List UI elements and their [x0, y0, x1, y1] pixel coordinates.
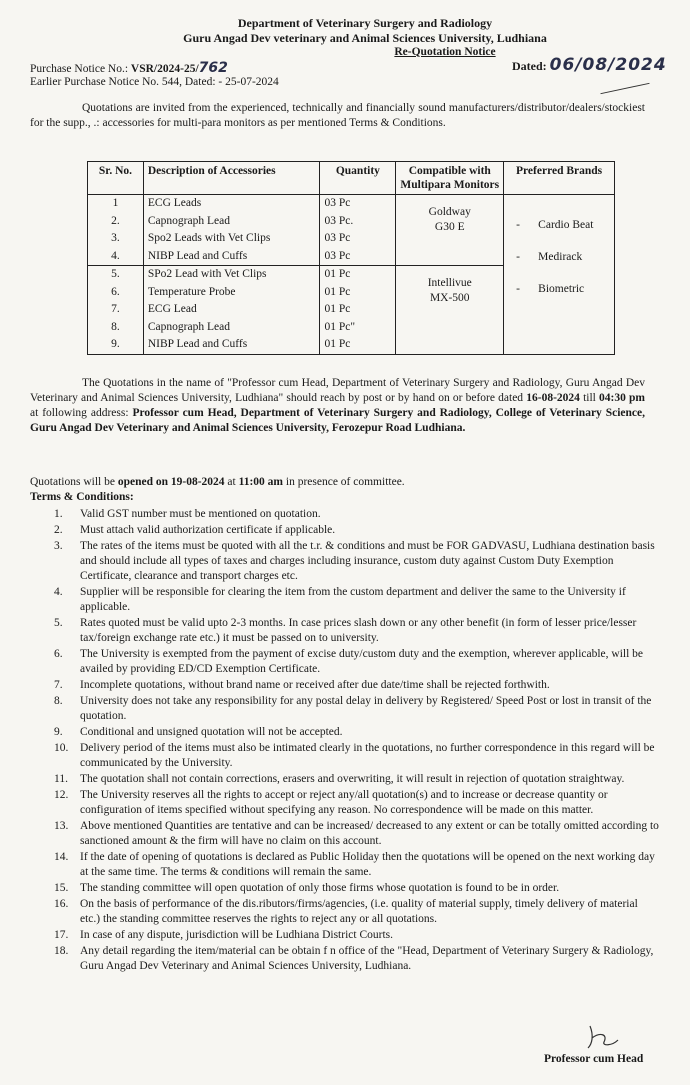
term-number: 17. — [54, 929, 69, 941]
brand-name: Cardio Beat — [538, 219, 594, 231]
term-text: Must attach valid authorization certificate if applicable. — [80, 524, 336, 536]
submission-time: 04:30 pm — [599, 392, 646, 404]
term-text: The quotation shall not contain corrections, erasers and overwriting, it will result in rejection of quotation straightway. — [80, 773, 625, 785]
compatible-model: MX-500 — [429, 292, 470, 304]
opening-text: in presence of committee. — [283, 476, 405, 488]
list-item — [30, 507, 660, 522]
intro-paragraph: Quotations are invited from the experienced, technically and financially sound manufacturers/distributor/dealers/stockiest for the supp., .: accessories for multi-para monitors as per mentioned Terms & Conditions. — [30, 102, 645, 129]
description-value: NIBP Lead and Cuffs — [147, 338, 248, 350]
description-value: ECG Lead — [147, 303, 197, 315]
list-item — [30, 616, 660, 646]
sr-value: 5. — [111, 268, 120, 280]
sr-value: 4. — [111, 249, 120, 262]
compatible-monitor — [400, 195, 499, 235]
terms-list — [30, 507, 660, 975]
list-item — [30, 944, 660, 974]
sr-value: 8. — [111, 320, 120, 333]
purchase-notice-line — [30, 60, 228, 76]
opening-line — [30, 476, 405, 488]
dated-line — [512, 55, 667, 75]
sr-cell — [88, 266, 144, 355]
compatible-monitor — [400, 266, 499, 306]
term-number: 8. — [54, 695, 63, 707]
term-text: The standing committee will open quotation of only those firms whose quotation is found to be in order. — [80, 882, 560, 894]
brand-name: Medirack — [538, 251, 583, 263]
header-sr-no: Sr. No. — [88, 162, 144, 195]
term-text: If the date of opening of quotations is declared as Public Holiday then the quotations will be opened on the next working day at the same time. The terms & conditions will remain the same. — [80, 851, 655, 878]
description-value: ECG Leads — [147, 197, 202, 209]
purchase-notice-handwritten-number: 762 — [198, 60, 228, 76]
list-item — [30, 788, 660, 818]
submission-text: at following address: — [30, 407, 133, 419]
list-item — [30, 585, 660, 615]
dated-handwritten-value: 06/08/2024 — [549, 55, 667, 75]
quantity-cell — [320, 195, 396, 266]
term-text: On the basis of performance of the dis.ributors/firms/agencies, (i.e. quality of material supply, timely delivery of material etc.) the standing committee reserves the rights to reject any or all quotations. — [80, 898, 638, 925]
term-text: The University reserves all the rights to accept or reject any/all quotation(s) and to increase or decrease quantity or configuration of items specified without specifying any reason. No correspondence will be made on this matter. — [80, 789, 608, 816]
purchase-notice-number: VSR/2024-25/ — [130, 63, 199, 75]
purchase-notice-label: Purchase Notice No.: — [30, 63, 129, 75]
description-value: Temperature Probe — [147, 285, 236, 298]
dated-label: Dated: — [512, 59, 547, 73]
term-text: Delivery period of the items must also be intimated clearly in the quotations, no further correspondence in this regard will be communicated by the University. — [80, 742, 655, 769]
sr-value: 6. — [111, 285, 120, 298]
compatible-brand: Goldway — [428, 206, 471, 218]
term-text: In case of any dispute, jurisdiction will be Ludhiana District Courts. — [80, 929, 393, 941]
submission-deadline: 16-08-2024 — [526, 392, 580, 404]
list-item — [30, 647, 660, 677]
brand-item: - Cardio Beat — [516, 219, 594, 231]
list-item — [30, 897, 660, 927]
sr-value: 7. — [111, 303, 120, 315]
description-cell — [143, 195, 320, 266]
table-header-row — [88, 162, 615, 195]
brand-item: - Biometric — [516, 283, 585, 295]
opening-time: 11:00 am — [238, 476, 284, 488]
notice-type-heading: Re-Quotation Notice — [394, 46, 496, 58]
term-text: Valid GST number must be mentioned on quotation. — [80, 508, 321, 520]
pen-stroke — [600, 83, 649, 94]
term-number: 18. — [54, 945, 69, 957]
quantity-value: 01 Pc — [324, 268, 351, 280]
accessories-table — [87, 161, 615, 355]
term-number: 2. — [54, 524, 63, 536]
term-number: 4. — [54, 586, 63, 598]
term-number: 3. — [54, 540, 63, 552]
list-item — [30, 725, 660, 740]
submission-address: Professor cum Head, Department of Veterinary Surgery and Radiology, College of Veterinary Science, Guru Angad Dev Veterinary and Animal Sciences University, Ferozepur Road Ludhiana. — [30, 407, 646, 434]
sr-value: 3. — [111, 232, 120, 244]
header-brands: Preferred Brands — [504, 162, 615, 195]
header-quantity: Quantity — [320, 162, 396, 195]
term-text: Supplier will be responsible for clearing the item from the custom department and deliver the same to the University if applicable. — [80, 586, 626, 613]
term-number: 16. — [54, 898, 69, 910]
sr-value: 1 — [112, 197, 119, 209]
term-number: 6. — [54, 648, 63, 660]
description-value: NIBP Lead and Cuffs — [147, 249, 248, 262]
university-heading: Guru Angad Dev veterinary and Animal Sciences University, Ludhiana — [183, 31, 547, 45]
term-number: 9. — [54, 726, 63, 738]
description-value: Capnograph Lead — [147, 214, 230, 227]
description-value: SPo2 Lead with Vet Clips — [147, 268, 267, 280]
header-compatible: Compatible with Multipara Monitors — [396, 162, 504, 195]
quantity-value: 01 Pc — [324, 285, 351, 298]
list-item — [30, 881, 660, 896]
brand-name: Biometric — [538, 283, 585, 295]
submission-text: till — [579, 392, 600, 404]
quantity-value: 03 Pc — [324, 249, 351, 262]
term-number: 13. — [54, 820, 69, 832]
description-value: Capnograph Lead — [147, 320, 230, 333]
list-item — [30, 850, 660, 880]
term-text: The rates of the items must be quoted with all the t.r. & conditions and must be FOR GADVASU, Ludhiana destination basis and should include all types of taxes and charges including insurance, custom duty against Custom Duty Exemption Certificate, clearance and transport charges etc. — [80, 540, 655, 582]
quantity-value: 01 Pc" — [324, 320, 356, 333]
term-number: 15. — [54, 882, 69, 894]
term-text: Above mentioned Quantities are tentative and can be increased/ decreased to any extent or can be totally omitted according to sanctioned amount & the firm will have no claim on this account. — [80, 820, 659, 847]
term-text: Any detail regarding the item/material can be obtain f n office of the "Head, Department of Veterinary Surgery & Radiology, Guru Angad Dev Veterinary and Animal Sciences University, Ludhiana. — [80, 945, 654, 972]
table-row-group-goldway — [88, 195, 615, 266]
term-text: Rates quoted must be valid upto 2-3 months. In case prices slash down or any other benefit (in form of lesser price/lesser tax/foreign exchange rate etc.) it must be passed on to university. — [80, 617, 637, 644]
term-number: 5. — [54, 617, 63, 629]
term-text: University does not take any responsibility for any postal delay in delivery by Registered/ Speed Post or lost in transit of the quotation. — [80, 695, 652, 722]
opening-text: Quotations will be — [30, 476, 118, 488]
brand-item: - Medirack — [516, 251, 583, 263]
compatible-cell — [396, 266, 504, 355]
list-item — [30, 928, 660, 943]
term-text: Conditional and unsigned quotation will not be accepted. — [80, 726, 343, 738]
list-item — [30, 523, 660, 538]
sr-value: 9. — [111, 338, 120, 350]
terms-heading: Terms & Conditions: — [30, 491, 134, 503]
term-number: 12. — [54, 789, 69, 801]
submission-paragraph — [30, 376, 645, 436]
term-number: 1. — [54, 508, 63, 520]
description-cell — [143, 266, 320, 355]
term-number: 11. — [54, 773, 68, 785]
term-number: 10. — [54, 742, 69, 754]
preferred-brands-cell — [504, 195, 615, 355]
quantity-value: 03 Pc — [324, 232, 351, 244]
quantity-value: 01 Pc — [324, 338, 351, 350]
list-item — [30, 741, 660, 771]
sr-value: 2. — [111, 214, 120, 227]
sr-cell — [88, 195, 144, 266]
term-number: 14. — [54, 851, 69, 863]
quantity-cell — [320, 266, 396, 355]
term-number: 7. — [54, 679, 63, 691]
earlier-notice-line: Earlier Purchase Notice No. 544, Dated: - 25-07-2024 — [30, 76, 279, 88]
submission-text: The Quotations in the name of "Professor cum Head, Department of Veterinary Surgery and Radiology, Guru Angad Dev Veterinary and Animal Sciences University, Ludhiana" should reach by post or by hand on or before dated — [30, 377, 645, 404]
compatible-model: G30 E — [434, 221, 465, 233]
quantity-value: 03 Pc — [324, 197, 351, 209]
term-text: The University is exempted from the payment of excise duty/custom duty and the exemption, wherever applicable, will be availed by providing ED/CD Exemption Certificate. — [80, 648, 644, 675]
signatory-title: Professor cum Head — [544, 1053, 644, 1065]
list-item — [30, 539, 660, 584]
list-item — [30, 819, 660, 849]
header-description: Description of Accessories — [143, 162, 320, 195]
list-item — [30, 694, 660, 724]
compatible-cell — [396, 195, 504, 266]
opening-text: at — [224, 476, 239, 488]
list-item — [30, 772, 660, 787]
quantity-value: 01 Pc — [324, 303, 351, 315]
opening-date: opened on 19-08-2024 — [117, 476, 225, 488]
department-heading: Department of Veterinary Surgery and Radiology — [237, 16, 493, 30]
list-item — [30, 678, 660, 693]
quantity-value: 03 Pc. — [324, 214, 354, 227]
term-text: Incomplete quotations, without brand name or received after due date/time shall be rejected forthwith. — [80, 679, 550, 691]
description-value: Spo2 Leads with Vet Clips — [147, 232, 271, 244]
compatible-brand: Intellivue — [427, 277, 472, 289]
